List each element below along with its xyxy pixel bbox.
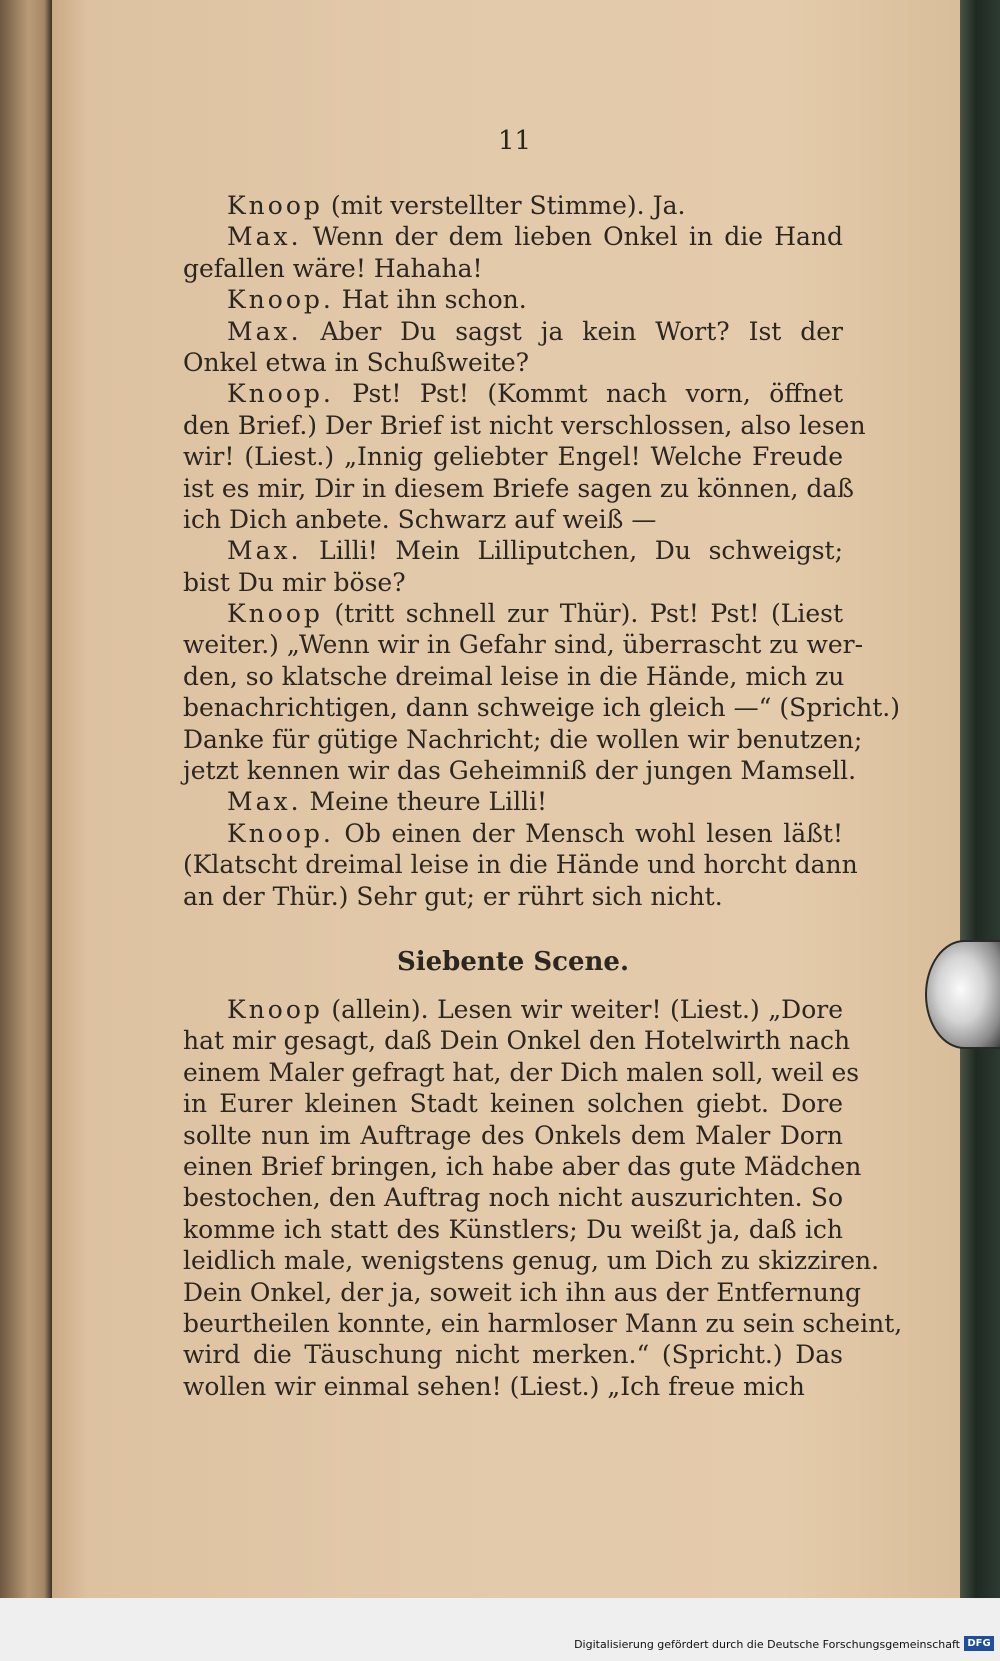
text-line	[183, 221, 843, 252]
text-line	[183, 1245, 880, 1276]
dfg-logo: DFG	[964, 1636, 994, 1651]
text-line	[183, 1088, 843, 1119]
text-line	[183, 253, 843, 284]
text-line	[183, 410, 866, 441]
text-line	[183, 190, 843, 221]
footer-band	[0, 1598, 1000, 1661]
line-text: (Klatscht dreimal leise in die Hände und horcht dann	[183, 850, 858, 880]
speaker-name: Max.	[227, 536, 302, 566]
line-text: (tritt schnell zur Thür). Pst! Pst! (Liest	[322, 599, 843, 629]
line-text: Dein Onkel, der ja, soweit ich ihn aus der Entfernung	[183, 1277, 861, 1307]
text-line	[183, 661, 843, 692]
page-clip	[925, 940, 1000, 1049]
left-page-edge	[0, 0, 52, 1600]
text-line	[183, 1277, 861, 1308]
line-text: komme ich statt des Künstlers; Du weißt ja, daß ich	[183, 1214, 843, 1244]
line-text: Danke für gütige Nachricht; die wollen wir benutzen;	[183, 724, 863, 754]
line-text: bestochen, den Auftrag noch nicht auszurichten. So	[183, 1183, 843, 1213]
text-line	[183, 535, 843, 566]
text-line	[183, 786, 843, 817]
page-text	[183, 190, 903, 1402]
line-text: einem Maler gefragt hat, der Dich malen soll, weil es	[183, 1057, 860, 1087]
speaker-name: Knoop.	[227, 818, 334, 848]
line-text: in Eurer kleinen Stadt keinen solchen giebt. Dore	[183, 1089, 843, 1119]
scene-seven-text	[183, 994, 903, 1402]
speaker-name: Knoop	[227, 599, 323, 629]
text-line	[183, 881, 843, 912]
line-text: hat mir gesagt, daß Dein Onkel den Hotelwirth nach	[183, 1026, 851, 1056]
text-line	[183, 755, 857, 786]
line-text: an der Thür.) Sehr gut; er rührt sich nicht.	[183, 881, 723, 911]
text-line	[183, 504, 843, 535]
line-text: ich Dich anbete. Schwarz auf weiß —	[183, 504, 657, 534]
book-cover-edge	[960, 0, 1000, 1600]
text-line	[183, 1371, 843, 1402]
line-text: weiter.) „Wenn wir in Gefahr sind, überrascht zu wer-	[183, 630, 864, 660]
speaker-name: Knoop	[227, 994, 323, 1024]
text-line	[183, 849, 858, 880]
line-text: Pst! Pst! (Kommt nach vorn, öffnet	[333, 379, 843, 409]
text-line	[183, 441, 843, 472]
speaker-name: Knoop.	[227, 379, 334, 409]
text-line	[183, 1025, 851, 1056]
page-number: 11	[498, 126, 532, 156]
line-text: sollte nun im Auftrage des Onkels dem Maler Dorn	[183, 1120, 843, 1150]
text-line	[183, 567, 843, 598]
text-line	[183, 724, 863, 755]
speaker-name: Max.	[227, 787, 302, 817]
line-text: Lilli! Mein Lilliputchen, Du schweigst;	[301, 536, 843, 566]
line-text: einen Brief bringen, ich habe aber das gute Mädchen	[183, 1151, 862, 1181]
speaker-name: Max.	[227, 222, 302, 252]
text-line	[183, 1057, 860, 1088]
speaker-name: Knoop.	[227, 285, 334, 315]
line-text: Onkel etwa in Schußweite?	[183, 347, 530, 377]
text-line	[183, 818, 843, 849]
text-line	[183, 1151, 862, 1182]
text-line	[183, 692, 901, 723]
line-text: wir! (Liest.) „Innig geliebter Engel! Welche Freude	[183, 442, 843, 472]
line-text: benachrichtigen, dann schweige ich gleich —“ (Spricht.)	[183, 693, 901, 723]
line-text: bist Du mir böse?	[183, 567, 406, 597]
scene-heading: Siebente Scene.	[396, 946, 630, 977]
text-line	[183, 347, 843, 378]
line-text: Hat ihn schon.	[333, 285, 527, 315]
line-text: Ob einen der Mensch wohl lesen läßt!	[333, 818, 843, 848]
line-text: (mit verstellter Stimme). Ja.	[322, 191, 686, 220]
line-text: Aber Du sagst ja kein Wort? Ist der	[301, 316, 843, 346]
line-text: Wenn der dem lieben Onkel in die Hand	[301, 222, 843, 252]
text-line	[183, 1120, 843, 1151]
line-text: den, so klatsche dreimal leise in die Hände, mich zu	[183, 661, 845, 691]
text-line	[183, 994, 843, 1025]
speaker-name: Knoop	[227, 191, 323, 220]
line-text: (allein). Lesen wir weiter! (Liest.) „Dore	[322, 994, 843, 1024]
text-line	[183, 473, 854, 504]
line-text: ist es mir, Dir in diesem Briefe sagen zu können, daß	[183, 473, 854, 503]
text-line	[183, 1339, 843, 1370]
digitization-credit: Digitalisierung gefördert durch die Deutsche Forschungsgemeinschaft	[574, 1638, 960, 1651]
text-line	[183, 629, 864, 660]
line-text: jetzt kennen wir das Geheimniß der jungen Mamsell.	[183, 756, 857, 786]
text-line	[183, 316, 843, 347]
line-text: Meine theure Lilli!	[301, 787, 548, 817]
scene-six-text	[183, 190, 901, 912]
text-line	[183, 378, 843, 409]
text-line	[183, 284, 843, 315]
text-line	[183, 598, 843, 629]
line-text: wollen wir einmal sehen! (Liest.) „Ich freue mich	[183, 1371, 805, 1401]
line-text: wird die Täuschung nicht merken.“ (Spricht.) Das	[183, 1340, 843, 1370]
speaker-name: Max.	[227, 316, 302, 346]
line-text: den Brief.) Der Brief ist nicht verschlossen, also lesen	[183, 410, 866, 440]
text-line	[183, 1308, 903, 1339]
text-line	[183, 1182, 843, 1213]
text-line	[183, 1214, 843, 1245]
line-text: gefallen wäre! Hahaha!	[183, 253, 483, 283]
line-text: leidlich male, wenigstens genug, um Dich zu skizziren.	[183, 1246, 880, 1276]
line-text: beurtheilen konnte, ein harmloser Mann zu sein scheint,	[183, 1308, 903, 1338]
